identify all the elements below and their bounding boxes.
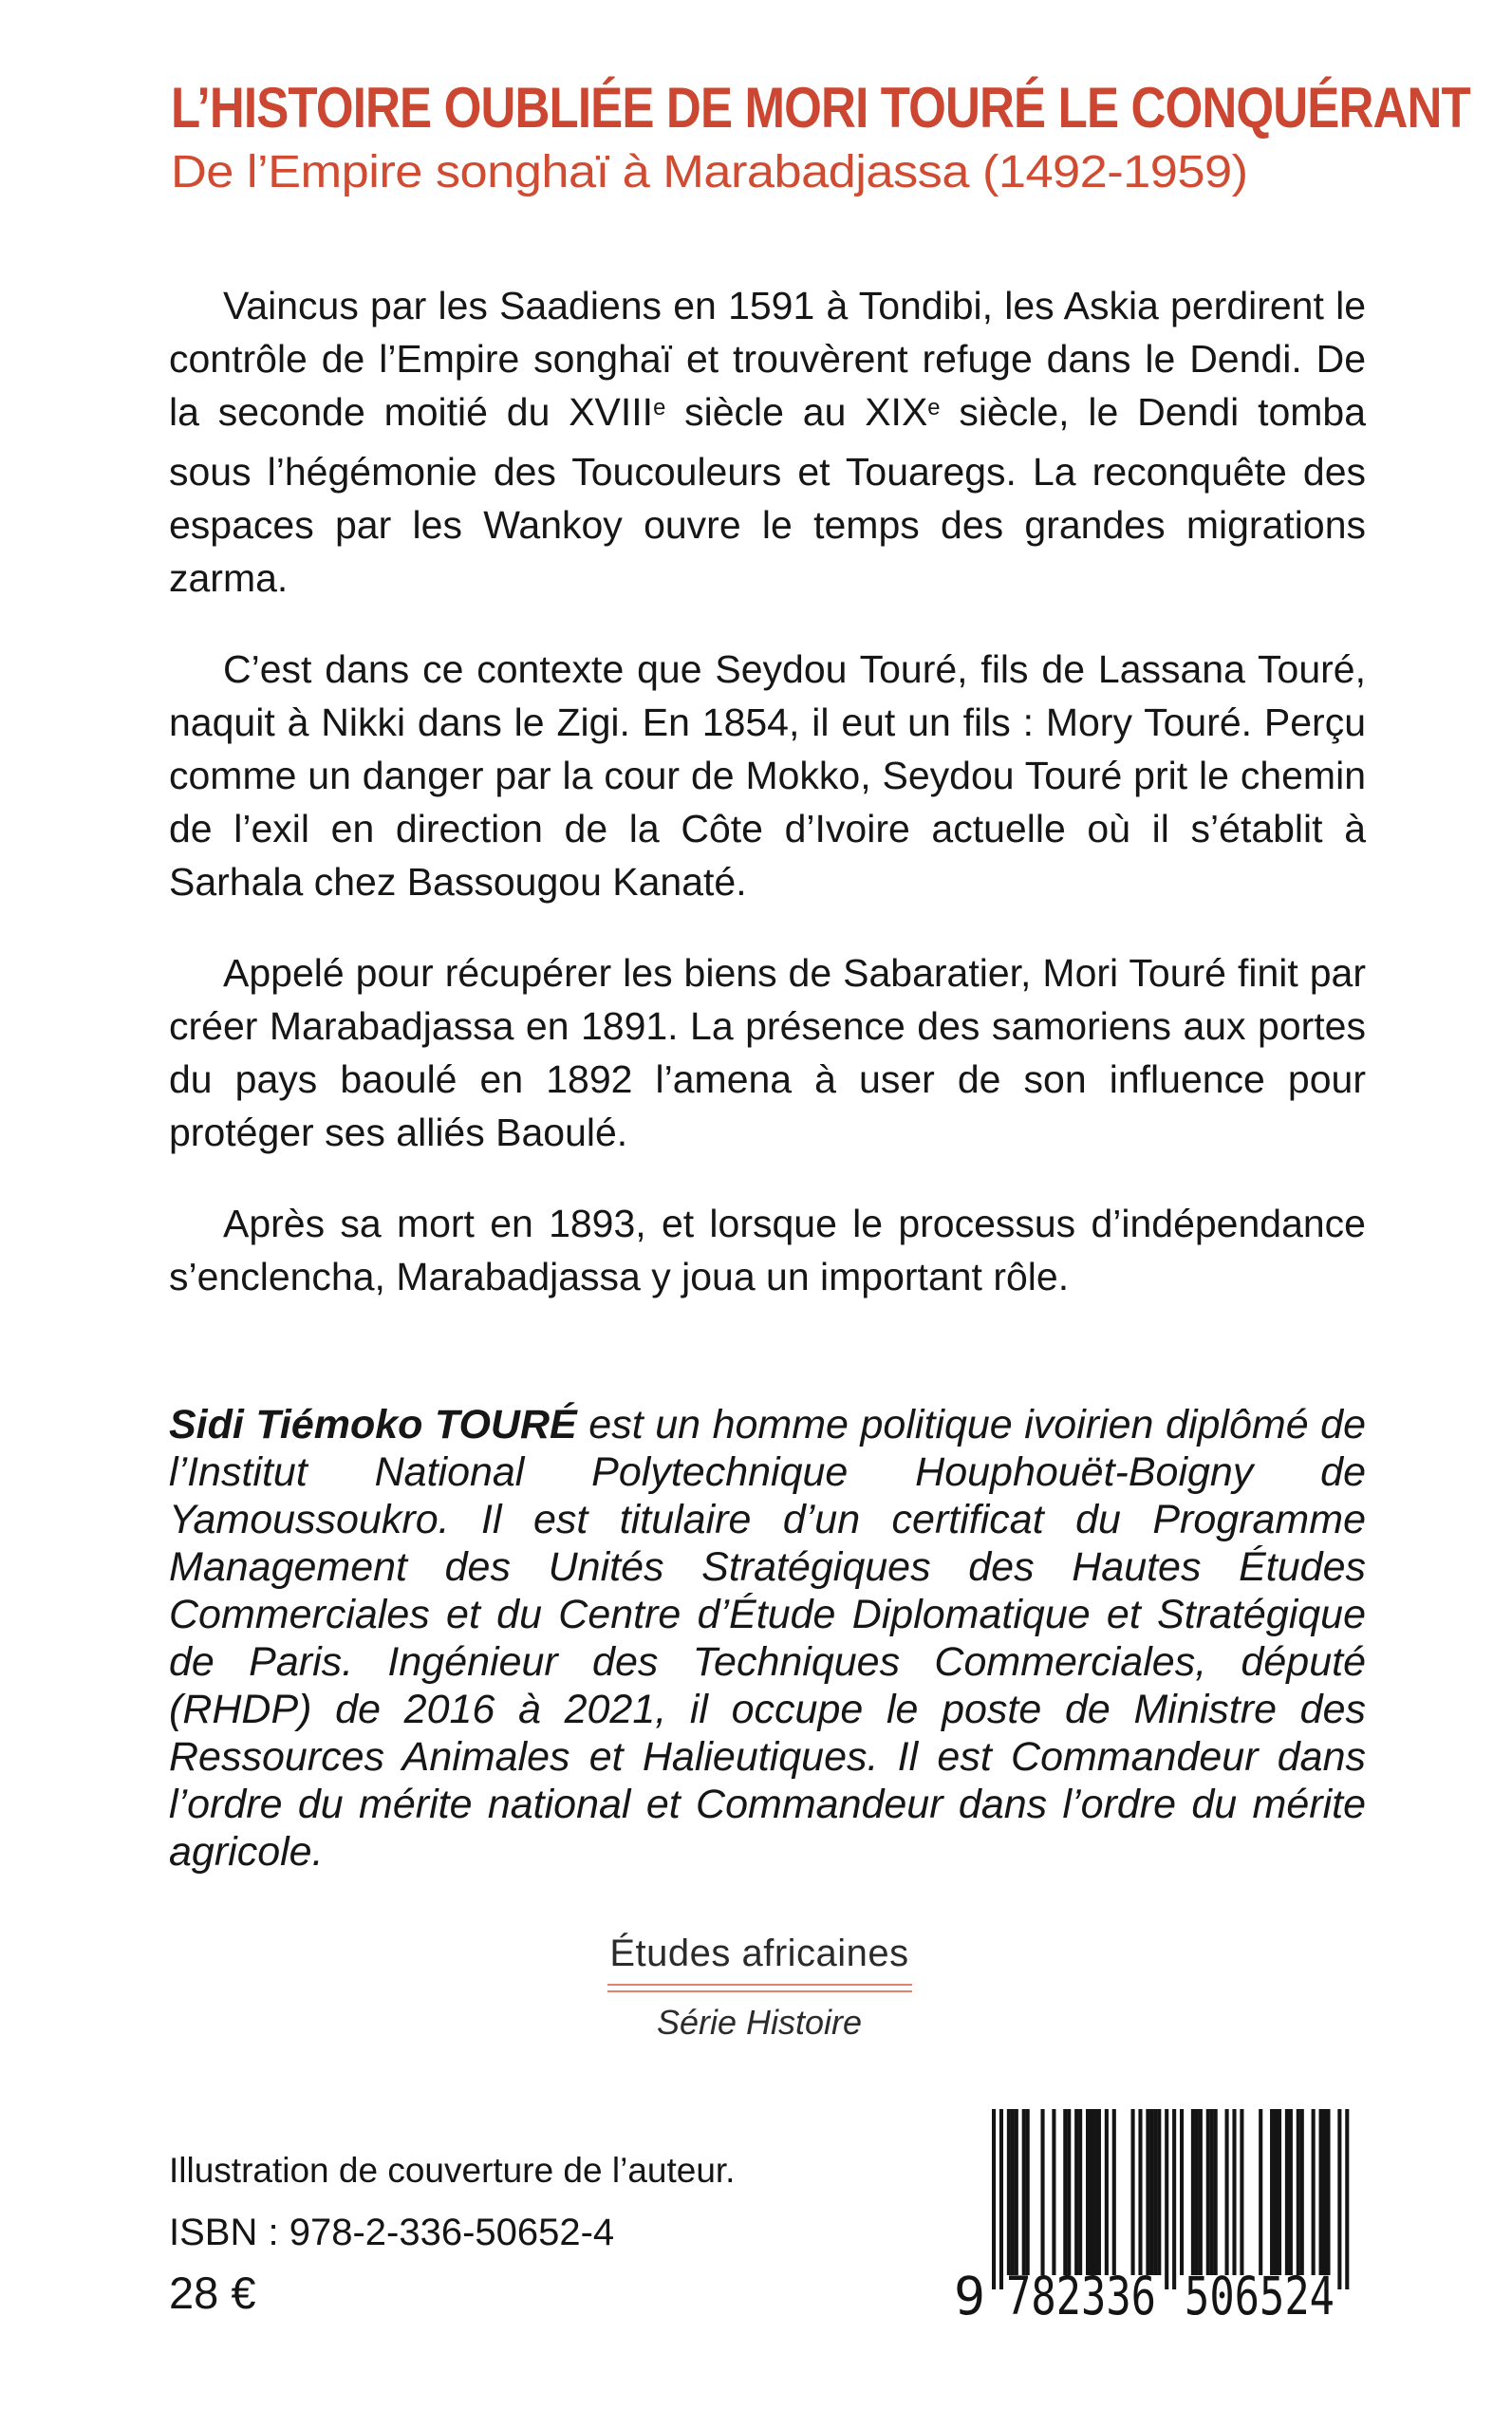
collection-block <box>169 1933 1350 2043</box>
paragraph: Après sa mort en 1893, et lorsque le processus d’indépendance s’enclencha, Marabadjassa y joua un important rôle. <box>169 1202 1366 1298</box>
synopsis <box>169 279 1366 1341</box>
ean13-barcode <box>952 2109 1356 2324</box>
author-bio <box>169 1401 1366 1876</box>
isbn: ISBN : 978-2-336-50652-4 <box>169 2212 615 2253</box>
svg-text:782336: 782336 <box>1006 2266 1156 2324</box>
illustration-credit: Illustration de couverture de l’auteur. <box>169 2151 736 2190</box>
collection-name: Études africaines <box>609 1933 909 1974</box>
book-subtitle: De l’Empire songhaï à Marabadjassa (1492-1959) <box>171 147 1248 197</box>
paragraph: C’est dans ce contexte que Seydou Touré, fils de Lassana Touré, naquit à Nikki dans le Zigi. En 1854, il eut un fils : Mory Touré. Perçu comme un danger par la cour de Mokko, Seydou Touré prit le chemin de l’exil en direction de la Côte d’Ivoire actuelle où il s’établit à Sarhala chez Bassougou Kanaté. <box>169 647 1366 904</box>
paragraph: Vaincus par les Saadiens en 1591 à Tondibi, les Askia perdirent le contrôle de l’Empire songhaï et trouvèrent refuge dans le Dendi. De la seconde moitié du XVIIIe siècle au XIXe siècle, le Dendi tomba sous l’hégémonie des Toucouleurs et Touaregs. La reconquête des espaces par les Wankoy ouvre le temps des grandes migrations zarma. <box>169 284 1367 600</box>
book-title: L’HISTOIRE OUBLIÉE DE MORI TOURÉ LE CONQUÉRANT <box>171 76 1470 140</box>
collection-series: Série Histoire <box>656 2003 863 2042</box>
paragraph: Sidi Tiémoko TOURÉ est un homme politique ivoirien diplômé de l’Institut National Polytechnique Houphouët-Boigny de Yamoussoukro. Il est titulaire d’un certificat du Programme Management des Unités Stratégiques des Hautes Études Commerciales et du Centre d’Étude Diplomatique et Stratégique de Paris. Ingénieur des Techniques Commerciales, député (RHDP) de 2016 à 2021, il occupe le poste de Ministre des Ressources Animales et Halieutiques. Il est Commandeur dans l’ordre du mérite national et Commandeur dans l’ordre du mérite agricole. <box>169 1402 1366 1875</box>
title-block <box>171 76 1512 197</box>
paragraph: Appelé pour récupérer les biens de Sabaratier, Mori Touré finit par créer Marabadjassa en 1891. La présence des samoriens aux portes du pays baoulé en 1892 l’amena à user de son influence pour protéger ses alliés Baoulé. <box>169 951 1366 1154</box>
svg-text:9: 9 <box>954 2266 986 2324</box>
svg-text:506524: 506524 <box>1185 2266 1335 2324</box>
price: 28 € <box>169 2268 256 2318</box>
collection-divider <box>607 1984 912 1992</box>
